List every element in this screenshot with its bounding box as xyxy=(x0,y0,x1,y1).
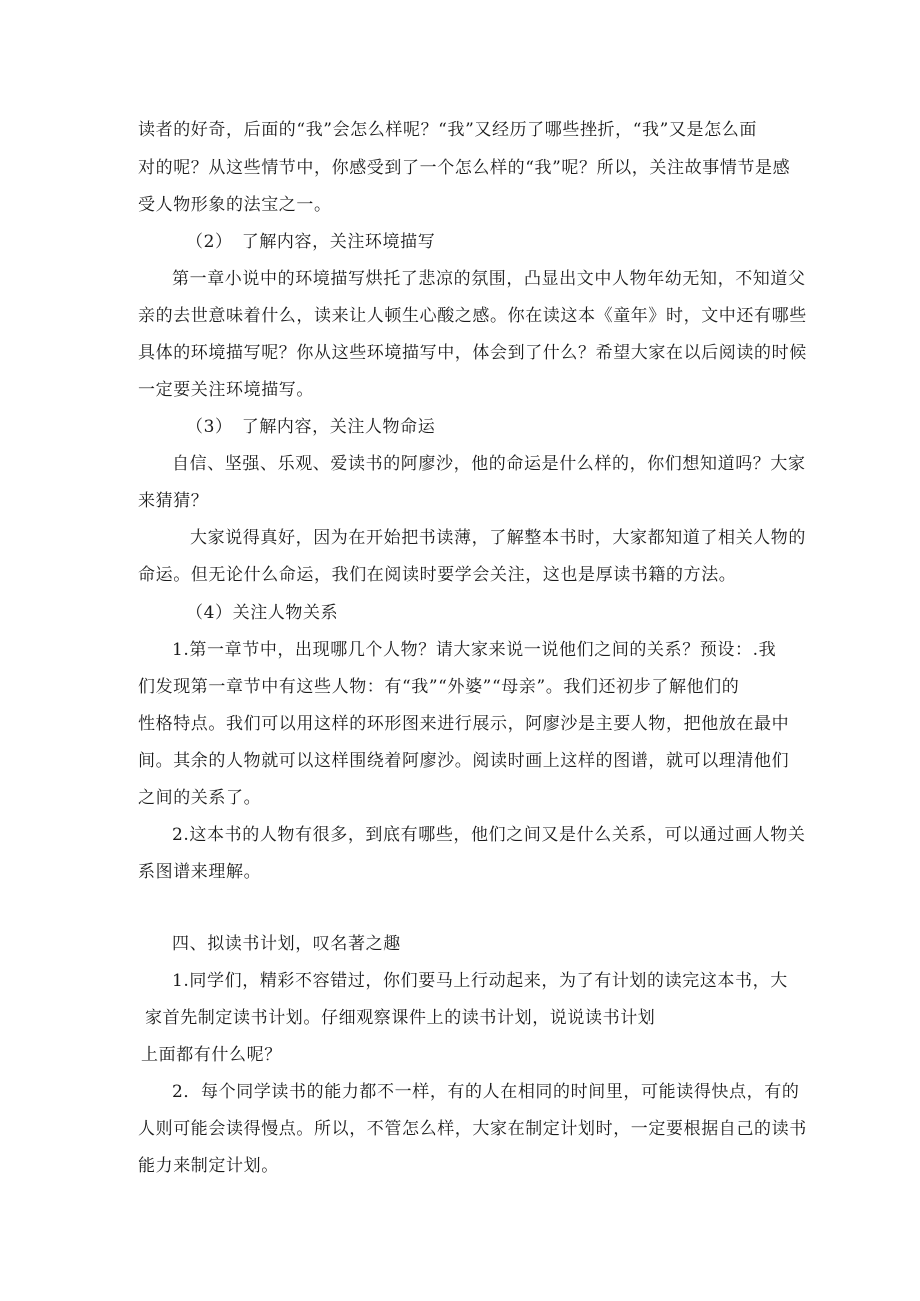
section-heading-4: （4）关注人物关系 xyxy=(186,603,339,623)
text-line-5: 第一章小说中的环境描写烘托了悲凉的氛围，凸显出文中人物年幼无知，不知道父 xyxy=(172,269,806,289)
text-line-1: 读者的好奇，后面的“我”会怎么样呢？“我”又经历了哪些挫折，“我”又是怎么面 xyxy=(138,120,757,140)
text-line-6: 亲的去世意味着什么，读来让人顿生心酸之感。你在读这本《童年》时，文中还有哪些 xyxy=(138,306,807,326)
text-line-2: 对的呢？从这些情节中，你感受到了一个怎么样的“我”呢？所以，关注故事情节是感 xyxy=(138,158,791,178)
text-line-12: 大家说得真好，因为在开始把书读薄，了解整本书时，大家都知道了相关人物的 xyxy=(190,528,806,548)
text-line-17: 性格特点。我们可以用这样的环形图来进行展示，阿廖沙是主要人物，把他放在最中 xyxy=(138,714,790,734)
section-heading-3: （3） 了解内容，关注人物命运 xyxy=(186,417,436,437)
text-line-27: 人则可能会读得慢点。所以，不管怎么样，大家在制定计划时，一定要根据自己的读书 xyxy=(138,1119,807,1139)
text-line-25: 上面都有什么呢？ xyxy=(141,1045,282,1065)
text-line-7: 具体的环境描写呢？你从这些环境描写中，体会到了什么？希望大家在以后阅读的时候 xyxy=(138,343,807,363)
text-line-23: 1.同学们，精彩不容错过，你们要马上行动起来，为了有计划的读完这本书，大 xyxy=(172,971,788,991)
text-line-16: 们发现第一章节中有这些人物：有“我”“外婆”“母亲”。我们还初步了解他们的 xyxy=(138,677,740,697)
text-line-24: 家首先制定读书计划。仔细观察课件上的读书计划，说说读书计划 xyxy=(145,1008,656,1028)
text-line-20: 2.这本书的人物有很多，到底有哪些，他们之间又是什么关系，可以通过画人物关 xyxy=(172,825,806,845)
text-line-26: 2．每个同学读书的能力都不一样，有的人在相同的时间里，可能读得快点，有的 xyxy=(172,1082,800,1102)
text-line-10: 自信、坚强、乐观、爱读书的阿廖沙，他的命运是什么样的，你们想知道吗？大家 xyxy=(172,454,806,474)
text-line-19: 之间的关系了。 xyxy=(138,788,262,808)
section-heading-2: （2） 了解内容，关注环境描写 xyxy=(186,232,436,252)
text-line-28: 能力来制定计划。 xyxy=(138,1156,279,1176)
text-line-15: 1.第一章节中，出现哪几个人物？请大家来说一说他们之间的关系？预设：.我 xyxy=(172,640,777,660)
text-line-18: 间。其余的人物就可以这样围绕着阿廖沙。阅读时画上这样的图谱，就可以理清他们 xyxy=(138,751,790,771)
text-line-3: 受人物形象的法宝之一。 xyxy=(138,195,332,215)
text-line-8: 一定要关注环境描写。 xyxy=(138,380,314,400)
text-line-13: 命运。但无论什么命运，我们在阅读时要学会关注，这也是厚读书籍的方法。 xyxy=(138,565,737,585)
chapter-heading-4: 四、拟读书计划，叹名著之趣 xyxy=(172,934,401,954)
text-line-11: 来猜猜？ xyxy=(138,491,209,511)
text-line-21: 系图谱来理解。 xyxy=(138,862,262,882)
